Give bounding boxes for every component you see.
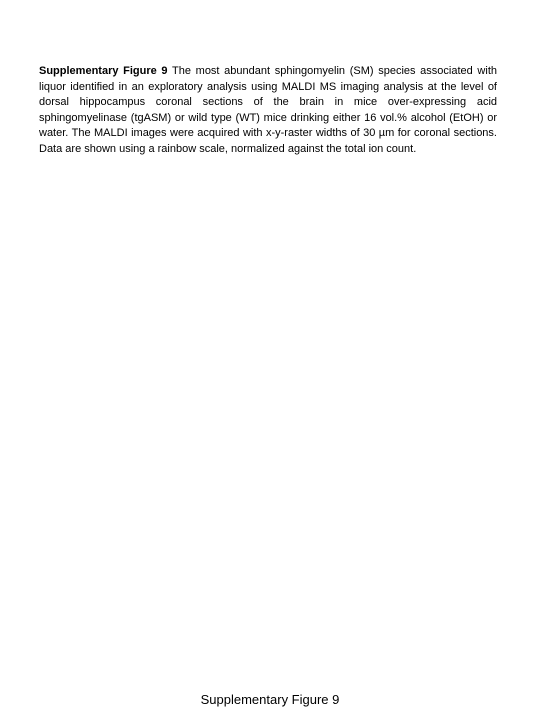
caption-label: Supplementary Figure 9 bbox=[39, 65, 168, 77]
caption-text: The most abundant sphingomyelin (SM) species associated with liquor identified in an exploratory analysis using MALDI MS imaging analysis at the level of dorsal hippocampus coronal sections of the brain in mice over-expressing acid sphingomyelinase (tgASM) or wild type (WT) mice drinking either 16 vol.% alcohol (EtOH) or water. The MALDI images were acquired with x-y-raster widths of 30 µm for coronal sections. Data are shown using a rainbow scale, normalized against the total ion count. bbox=[39, 65, 497, 155]
figure-caption bbox=[39, 64, 497, 158]
figure-footer-label: Supplementary Figure 9 bbox=[200, 692, 340, 707]
